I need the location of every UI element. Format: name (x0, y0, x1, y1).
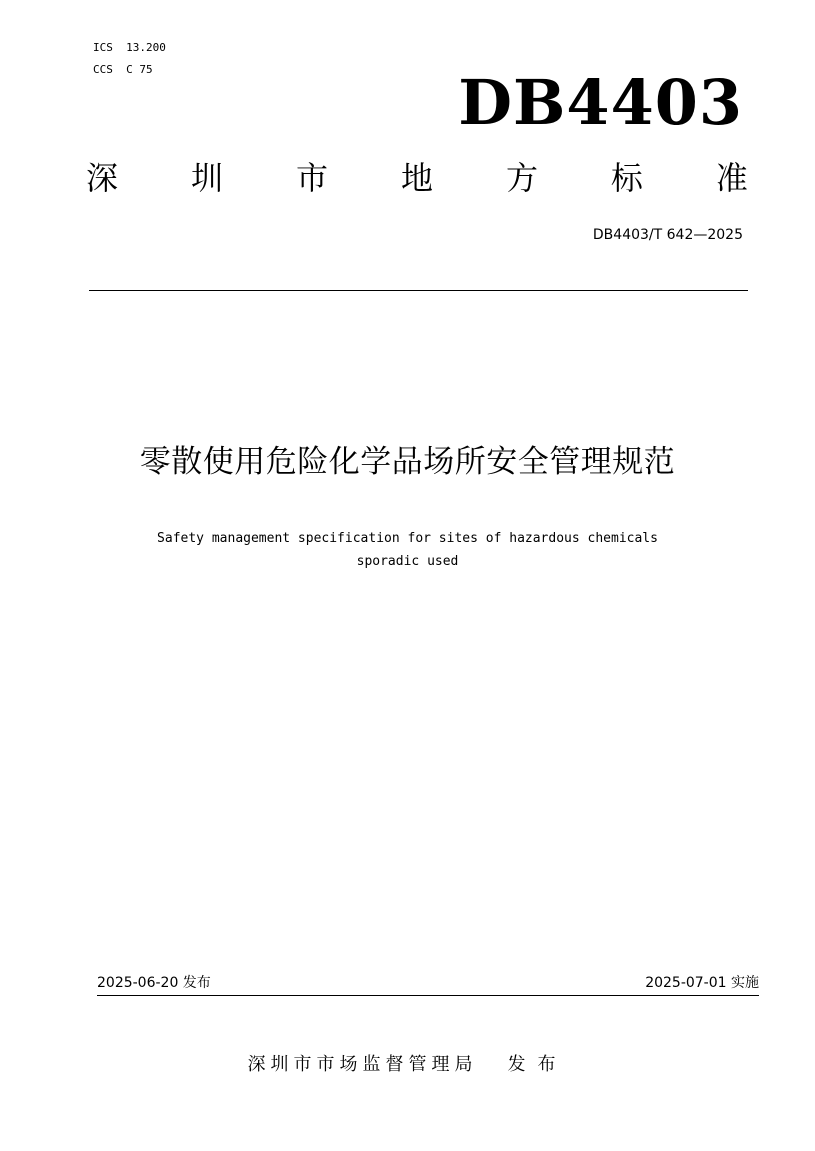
category-char: 方 (505, 159, 538, 197)
top-divider (89, 290, 748, 291)
standard-category (86, 158, 748, 198)
issuer-action: 发布 (507, 1054, 568, 1075)
title-english-line-1: Safety management specification for sites of hazardous chemicals (157, 531, 658, 546)
category-char: 圳 (190, 159, 223, 197)
category-char: 深 (86, 159, 119, 197)
implementation-date: 2025-07-01 实施 (645, 975, 759, 991)
category-char: 标 (610, 159, 643, 197)
category-char: 地 (400, 159, 433, 197)
bottom-divider (97, 995, 759, 996)
ics-code: ICS 13.200 (93, 41, 166, 54)
title-chinese: 零散使用危险化学品场所安全管理规范 (139, 444, 676, 480)
standard-number: DB4403/T 642—2025 (592, 227, 743, 243)
issuer-name: 深圳市市场监督管理局 (247, 1054, 478, 1075)
ccs-code: CCS C 75 (93, 63, 153, 76)
title-english (60, 527, 755, 573)
issuer-line (0, 1052, 815, 1078)
category-char: 准 (715, 159, 748, 197)
standard-code-logo: DB4403 (458, 66, 743, 139)
category-char: 市 (295, 159, 328, 197)
issue-date: 2025-06-20 发布 (97, 975, 211, 991)
title-english-line-2: sporadic used (356, 554, 459, 569)
